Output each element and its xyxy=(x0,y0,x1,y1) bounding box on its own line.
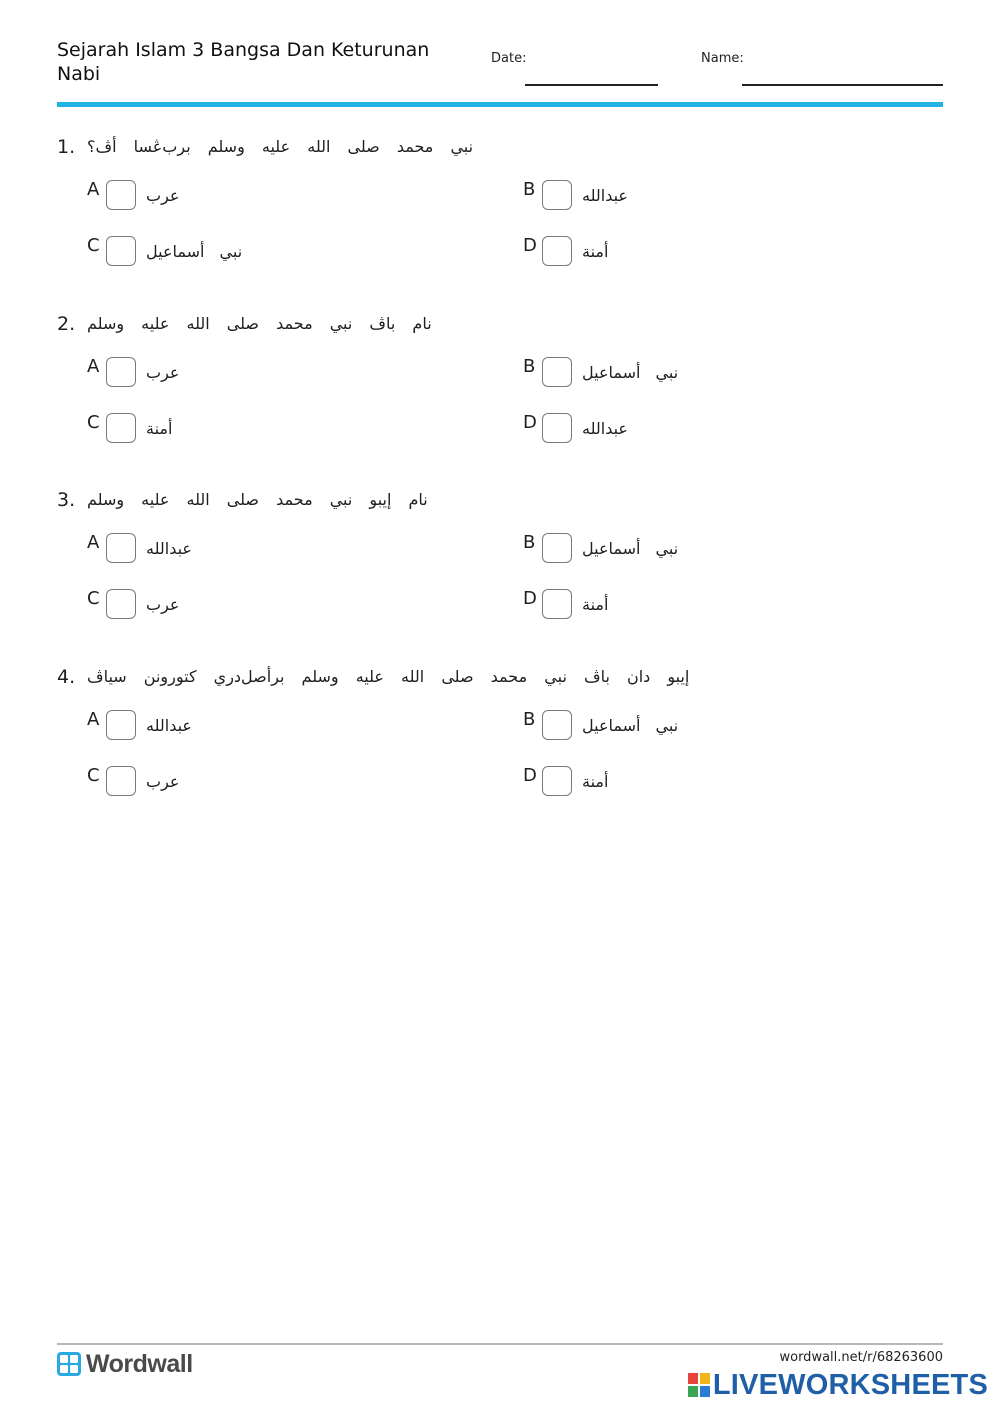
option-text: عرب xyxy=(146,595,180,614)
question-4 xyxy=(57,665,943,815)
option-c[interactable] xyxy=(87,412,387,446)
answer-checkbox[interactable] xyxy=(106,180,136,210)
option-text: أمنة xyxy=(582,242,609,261)
question-text: نبي محمد صلى الله عليه وسلم برب‌ڠسا أڤ؟ xyxy=(87,137,474,156)
option-letter: B xyxy=(523,179,536,200)
question-3 xyxy=(57,488,943,638)
answer-checkbox[interactable] xyxy=(106,710,136,740)
answer-checkbox[interactable] xyxy=(542,533,572,563)
option-d[interactable] xyxy=(523,765,823,799)
liveworksheets-wordmark: LIVEWORKSHEETS xyxy=(712,1369,988,1401)
wordwall-icon xyxy=(57,1352,81,1376)
answer-checkbox[interactable] xyxy=(542,180,572,210)
answer-checkbox[interactable] xyxy=(106,589,136,619)
question-text: نام باڤ نبي محمد صلى الله عليه وسلم xyxy=(87,314,432,333)
question-2 xyxy=(57,312,943,462)
option-a[interactable] xyxy=(87,709,387,743)
option-letter: D xyxy=(523,235,537,256)
answer-checkbox[interactable] xyxy=(106,766,136,796)
answer-checkbox[interactable] xyxy=(542,357,572,387)
date-label: Date: xyxy=(491,51,527,66)
question-number: 2. xyxy=(57,313,76,335)
answer-checkbox[interactable] xyxy=(542,413,572,443)
name-label: Name: xyxy=(701,51,744,66)
option-d[interactable] xyxy=(523,235,823,269)
option-d[interactable] xyxy=(523,588,823,622)
name-field[interactable] xyxy=(742,84,943,86)
option-letter: A xyxy=(87,709,100,730)
date-field[interactable] xyxy=(525,84,658,86)
option-text: عرب xyxy=(146,363,180,382)
option-letter: C xyxy=(87,765,100,786)
worksheet-url[interactable]: wordwall.net/r/68263600 xyxy=(779,1350,943,1365)
option-text: عرب xyxy=(146,186,180,205)
option-letter: A xyxy=(87,532,100,553)
option-a[interactable] xyxy=(87,356,387,390)
liveworksheets-icon xyxy=(688,1373,710,1397)
option-letter: B xyxy=(523,709,536,730)
option-text: أمنة xyxy=(582,772,609,791)
option-letter: D xyxy=(523,588,537,609)
answer-checkbox[interactable] xyxy=(542,236,572,266)
header-divider xyxy=(57,102,943,107)
option-text: نبي أسماعيل xyxy=(582,539,679,558)
option-letter: D xyxy=(523,765,537,786)
option-c[interactable] xyxy=(87,765,387,799)
option-letter: B xyxy=(523,356,536,377)
question-number: 4. xyxy=(57,666,76,688)
answer-checkbox[interactable] xyxy=(106,413,136,443)
question-1 xyxy=(57,135,943,285)
option-text: نبي أسماعيل xyxy=(582,716,679,735)
liveworksheets-logo xyxy=(688,1370,988,1400)
worksheet-title: Sejarah Islam 3 Bangsa Dan Keturunan Nabi xyxy=(57,39,430,85)
option-c[interactable] xyxy=(87,235,387,269)
answer-checkbox[interactable] xyxy=(542,589,572,619)
option-letter: D xyxy=(523,412,537,433)
option-text: أمنة xyxy=(146,419,173,438)
option-text: أمنة xyxy=(582,595,609,614)
option-letter: A xyxy=(87,356,100,377)
option-text: نبي أسماعيل xyxy=(582,363,679,382)
option-text: عرب xyxy=(146,772,180,791)
option-letter: C xyxy=(87,235,100,256)
question-number: 3. xyxy=(57,489,76,511)
option-b[interactable] xyxy=(523,532,823,566)
footer-divider xyxy=(57,1343,943,1345)
answer-checkbox[interactable] xyxy=(542,766,572,796)
option-text: عبدالله xyxy=(582,419,628,438)
option-text: نبي أسماعيل xyxy=(146,242,243,261)
wordwall-logo xyxy=(57,1350,217,1378)
option-b[interactable] xyxy=(523,356,823,390)
option-d[interactable] xyxy=(523,412,823,446)
option-a[interactable] xyxy=(87,532,387,566)
option-letter: C xyxy=(87,412,100,433)
question-text: إيبو دان باڤ نبي محمد صلى الله عليه وسلم برأصل‌دري كتورونن سياڤ xyxy=(87,667,690,686)
answer-checkbox[interactable] xyxy=(106,236,136,266)
question-text: نام إيبو نبي محمد صلى الله عليه وسلم xyxy=(87,490,428,509)
option-b[interactable] xyxy=(523,179,823,213)
option-c[interactable] xyxy=(87,588,387,622)
option-letter: C xyxy=(87,588,100,609)
option-text: عبدالله xyxy=(582,186,628,205)
option-text: عبدالله xyxy=(146,539,192,558)
answer-checkbox[interactable] xyxy=(106,357,136,387)
answer-checkbox[interactable] xyxy=(106,533,136,563)
option-letter: A xyxy=(87,179,100,200)
option-text: عبدالله xyxy=(146,716,192,735)
option-b[interactable] xyxy=(523,709,823,743)
wordwall-wordmark: Wordwall xyxy=(86,1350,193,1378)
option-a[interactable] xyxy=(87,179,387,213)
answer-checkbox[interactable] xyxy=(542,710,572,740)
option-letter: B xyxy=(523,532,536,553)
question-number: 1. xyxy=(57,136,76,158)
